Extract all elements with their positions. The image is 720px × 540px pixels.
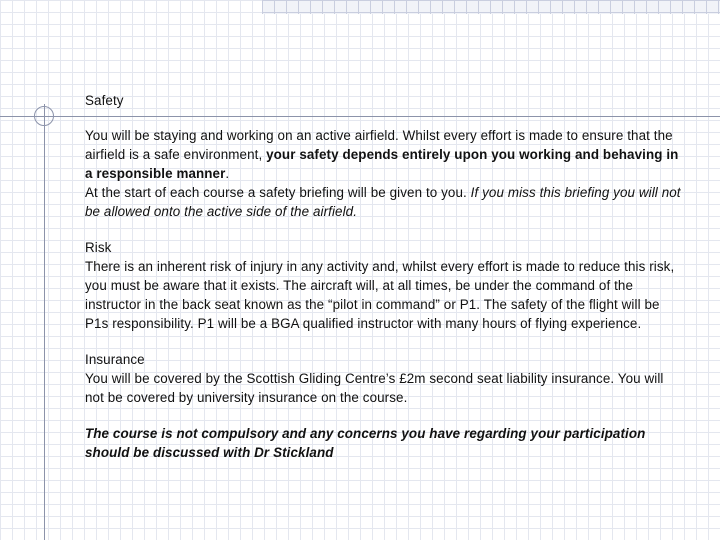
top-grid-band — [262, 0, 720, 14]
safety-text: You will be staying and working on an active airfield. Whilst every effort is made to ensure that the airfield is a safe environment, — [85, 128, 673, 162]
risk-paragraph: There is an inherent risk of injury in any activity and, whilst every effort is made to reduce this risk, you must be aware that it exists. The aircraft will, at all times, be under the command of the instructor in the back seat known as the “pilot in command” or P1. The safety of the flight will be P1s responsibility. P1 will be a BGA qualified instructor with many hours of flying experience. — [85, 259, 675, 331]
safety-heading: Safety — [85, 93, 124, 108]
spacer — [85, 407, 685, 424]
vertical-rule — [44, 104, 45, 540]
spacer — [85, 333, 685, 350]
safety-period: . — [225, 166, 230, 181]
corner-circle-ornament — [34, 106, 54, 126]
document-body — [85, 91, 685, 462]
briefing-warning: If you miss this briefing you will not be allowed onto the active side of the airfield. — [85, 185, 681, 219]
risk-heading: Risk — [85, 240, 112, 255]
briefing-text: At the start of each course a safety briefing will be given to you. — [85, 185, 471, 200]
safety-paragraph-1 — [85, 126, 685, 183]
closing-statement: The course is not compulsory and any concerns you have regarding your participation should be discussed with Dr Stickland — [85, 426, 646, 460]
safety-paragraph-2 — [85, 183, 685, 221]
spacer — [85, 221, 685, 238]
insurance-paragraph: You will be covered by the Scottish Gliding Centre’s £2m second seat liability insurance. You will not be covered by university insurance on the course. — [85, 371, 664, 405]
insurance-heading: Insurance — [85, 352, 145, 367]
safety-emphasis: your safety depends entirely upon you working and behaving in a responsible manner — [85, 147, 679, 181]
